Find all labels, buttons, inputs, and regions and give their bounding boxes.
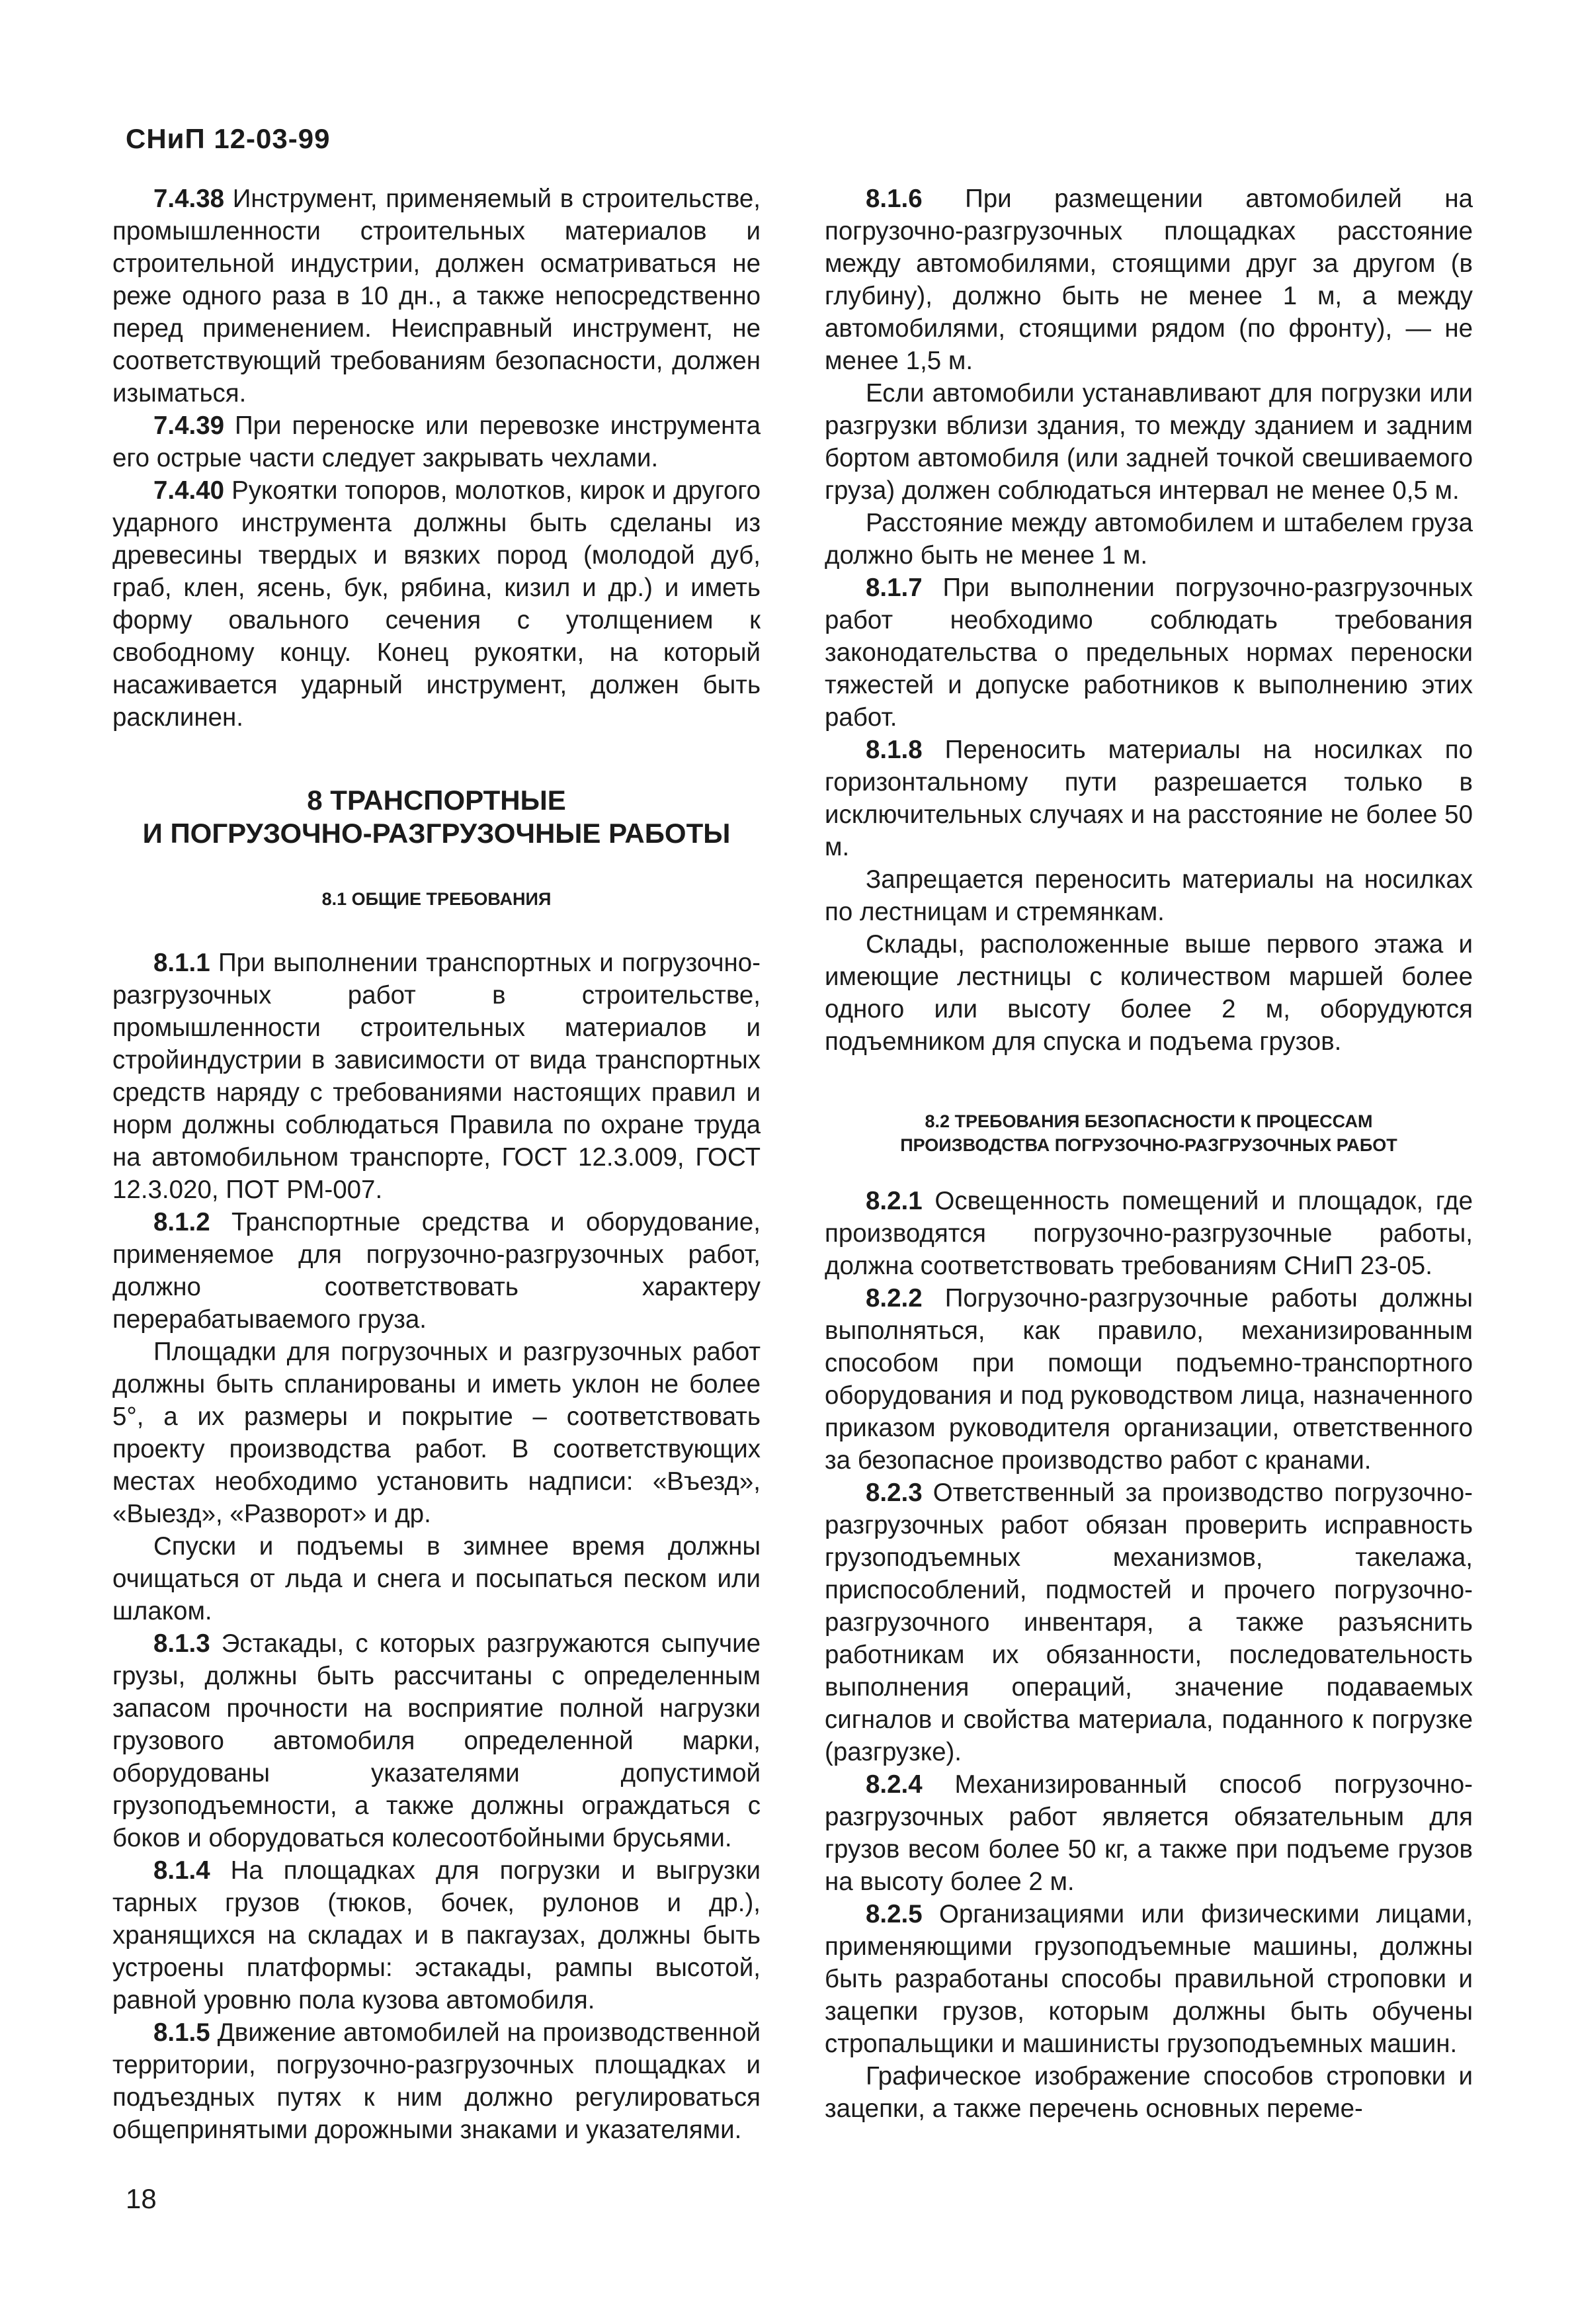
- clause-number: 8.1.6: [866, 185, 923, 213]
- clause-text: Если автомобили устанавливают для погрузки или разгрузки вблизи здания, то между зданием и задним бортом автомобиля (или задней точкой свешиваемого груза) должен соблюдаться интервал не менее 0,5 м.: [825, 379, 1473, 505]
- paragraph: [112, 474, 761, 734]
- clause-number: 8.1.1: [153, 949, 210, 977]
- clause-number: 8.1.8: [866, 736, 923, 764]
- clause-text: Погрузочно-разгрузочные работы должны выполняться, как правило, механизированным способом при помощи подъемно-транспортного оборудования и под руководством лица, назначенного приказом руководителя организации, ответственного за безопасное производство работ с кранами.: [825, 1284, 1473, 1475]
- clause-text: Склады, расположенные выше первого этажа и имеющие лестницы с количеством маршей более одного или высоту более 2 м, оборудуются подъемником для спуска и подъема грузов.: [825, 930, 1473, 1056]
- subsection-title: [825, 1109, 1473, 1157]
- clause-text: Рукоятки топоров, молотков, кирок и другого ударного инструмента должны быть сделаны из древесины твердых и вязких пород (молодой дуб, граб, клен, ясень, бук, рябина, кизил и др.) и иметь форму овального сечения с утолщением к свободному концу. Конец рукоятки, на который насаживается ударный инструмент, должен быть расклинен.: [112, 476, 761, 732]
- right-paras-after-subsection: [825, 1185, 1473, 2125]
- clause-number: 8.1.7: [866, 574, 923, 602]
- clause-number: 8.1.5: [153, 2018, 210, 2047]
- paragraph: [112, 1530, 761, 1627]
- clause-text: На площадках для погрузки и выгрузки тарных грузов (тюков, бочек, рулонов и др.), хранящихся на складах и в пакгаузах, должны быть устроены платформы: эстакады, рампы высотой, равной уровню пола кузова автомобиля.: [112, 1856, 761, 2014]
- clause-number: 7.4.40: [153, 476, 225, 505]
- section-title: [112, 784, 761, 850]
- clause-text: Расстояние между автомобилем и штабелем груза должно быть не менее 1 м.: [825, 509, 1473, 570]
- page-number: 18: [126, 2183, 157, 2214]
- clause-number: 8.1.2: [153, 1208, 210, 1236]
- clause-number: 8.2.5: [866, 1900, 923, 1928]
- paragraph: [112, 1336, 761, 1530]
- paragraph: [112, 183, 761, 409]
- clause-text: Спуски и подъемы в зимнее время должны очищаться от льда и снега и посыпаться песком или шлаком.: [112, 1532, 761, 1625]
- section-title-line: 8 ТРАНСПОРТНЫЕ: [307, 785, 566, 816]
- right-paras-before-subsection: [825, 183, 1473, 1058]
- clause-text: Графическое изображение способов строповки и зацепки, а также перечень основных переме-: [825, 2062, 1473, 2123]
- clause-text: При переноске или перевозке инструмента его острые части следует закрывать чехлами.: [112, 411, 761, 472]
- clause-text: Движение автомобилей на производственной территории, погрузочно-разгрузочных площадках и подъездных путях к ним должно регулироваться общепринятыми дорожными знаками и указателями.: [112, 2018, 761, 2144]
- clause-text: Организациями или физическими лицами, применяющими грузоподъемные машины, должны быть разработаны способы правильной строповки и зацепки грузов, которым должны быть обучены стропальщики и машинисты грузоподъемных машин.: [825, 1900, 1473, 2058]
- section-title-line: И ПОГРУЗОЧНО-РАЗГРУЗОЧНЫЕ РАБОТЫ: [142, 818, 731, 849]
- clause-text: Площадки для погрузочных и разгрузочных работ должны быть спланированы и иметь уклон не более 5°, а их размеры и покрытие – соответствовать проекту производства работ. В соответствующих местах необходимо установить надписи: «Въезд», «Выезд», «Разворот» и др.: [112, 1338, 761, 1528]
- subsection-title-line: 8.2 ТРЕБОВАНИЯ БЕЗОПАСНОСТИ К ПРОЦЕССАМ: [925, 1111, 1373, 1131]
- clause-text: Запрещается переносить материалы на носилках по лестницам и стремянкам.: [825, 865, 1473, 926]
- paragraph: [825, 507, 1473, 572]
- clause-number: 8.2.3: [866, 1479, 923, 1507]
- clause-number: 8.1.3: [153, 1629, 210, 1658]
- clause-text: Освещенность помещений и площадок, где производятся погрузочно-разгрузочные работы, должна соответствовать требованиям СНиП 23-05.: [825, 1187, 1473, 1280]
- clause-text: При выполнении погрузочно-разгрузочных работ необходимо соблюдать требования законодательства о предельных нормах переноски тяжестей и допуске работников к выполнению этих работ.: [825, 574, 1473, 732]
- paragraph: [112, 2016, 761, 2146]
- clause-number: 7.4.39: [153, 411, 225, 440]
- subsection-title: 8.1 ОБЩИЕ ТРЕБОВАНИЯ: [321, 889, 552, 909]
- paragraph: [825, 2060, 1473, 2125]
- paragraph: [112, 1206, 761, 1336]
- left-paras-before-section: [112, 183, 761, 734]
- paragraph: [825, 1898, 1473, 2060]
- clause-text: При выполнении транспортных и погрузочно-разгрузочных работ в строительстве, промышленности строительных материалов и стройиндустрии в зависимости от вида транспортных средств наряду с требованиями настоящих правил и норм должны соблюдаться Правила по охране труда на автомобильном транспорте, ГОСТ 12.3.009, ГОСТ 12.3.020, ПОТ РМ-007.: [112, 949, 761, 1204]
- subsection-title-line: ПРОИЗВОДСТВА ПОГРУЗОЧНО-РАЗГРУЗОЧНЫХ РАБОТ: [900, 1135, 1397, 1155]
- clause-number: 7.4.38: [153, 185, 225, 213]
- clause-number: 8.2.1: [866, 1187, 923, 1215]
- clause-text: При размещении автомобилей на погрузочно-разгрузочных площадках расстояние между автомобилями, стоящими друг за другом (в глубину), должно быть не менее 1 м, а между автомобилями, стоящими рядом (по фронту), — не менее 1,5 м.: [825, 185, 1473, 375]
- paragraph: [825, 1477, 1473, 1768]
- paragraph: [825, 1282, 1473, 1477]
- paragraph: [112, 1627, 761, 1854]
- paragraph: [825, 863, 1473, 928]
- clause-number: 8.2.2: [866, 1284, 923, 1313]
- clause-text: Механизированный способ погрузочно-разгрузочных работ является обязательным для грузов весом более 50 кг, а также при подъеме грузов на высоту более 2 м.: [825, 1770, 1473, 1896]
- paragraph: [825, 183, 1473, 377]
- paragraph: [112, 947, 761, 1206]
- clause-text: Инструмент, применяемый в строительстве, промышленности строительных материалов и строительной индустрии, должен осматриваться не реже одного раза в 10 дн., а также непосредственно перед применением. Неисправный инструмент, не соответствующий требованиям безопасности, должен изыматься.: [112, 185, 761, 408]
- clause-number: 8.2.4: [866, 1770, 923, 1799]
- paragraph: [825, 734, 1473, 863]
- paragraph: [825, 377, 1473, 507]
- paragraph: [825, 1185, 1473, 1282]
- paragraph: [112, 1854, 761, 2016]
- clause-number: 8.1.4: [153, 1856, 210, 1885]
- left-paras-after-section: [112, 947, 761, 2146]
- paragraph: [825, 928, 1473, 1058]
- clause-text: Эстакады, с которых разгружаются сыпучие грузы, должны быть рассчитаны с определенным запасом прочности на восприятие полной нагрузки грузового автомобиля определенной марки, оборудованы указателями допустимой грузоподъемности, а также должны ограждаться с боков и оборудоваться колесоотбойными брусьями.: [112, 1629, 761, 1852]
- right-column: [825, 183, 1473, 2125]
- paragraph: [825, 572, 1473, 734]
- clause-text: Транспортные средства и оборудование, применяемое для погрузочно-разгрузочных работ, должно соответствовать характеру перерабатываемого груза.: [112, 1208, 761, 1334]
- clause-text: Ответственный за производство погрузочно-разгрузочных работ обязан проверить исправность грузоподъемных механизмов, такелажа, приспособлений, подмостей и прочего погрузочно-разгрузочного инвентаря, а также разъяснить работникам их обязанности, последовательность выполнения операций, значение подаваемых сигналов и свойства материала, поданного к погрузке (разгрузке).: [825, 1479, 1473, 1766]
- left-column: [112, 183, 761, 2146]
- paragraph: [825, 1768, 1473, 1898]
- running-title: СНиП 12-03-99: [126, 123, 331, 154]
- clause-text: Переносить материалы на носилках по горизонтальному пути разрешается только в исключительных случаях и на расстояние не более 50 м.: [825, 736, 1473, 861]
- paragraph: [112, 409, 761, 474]
